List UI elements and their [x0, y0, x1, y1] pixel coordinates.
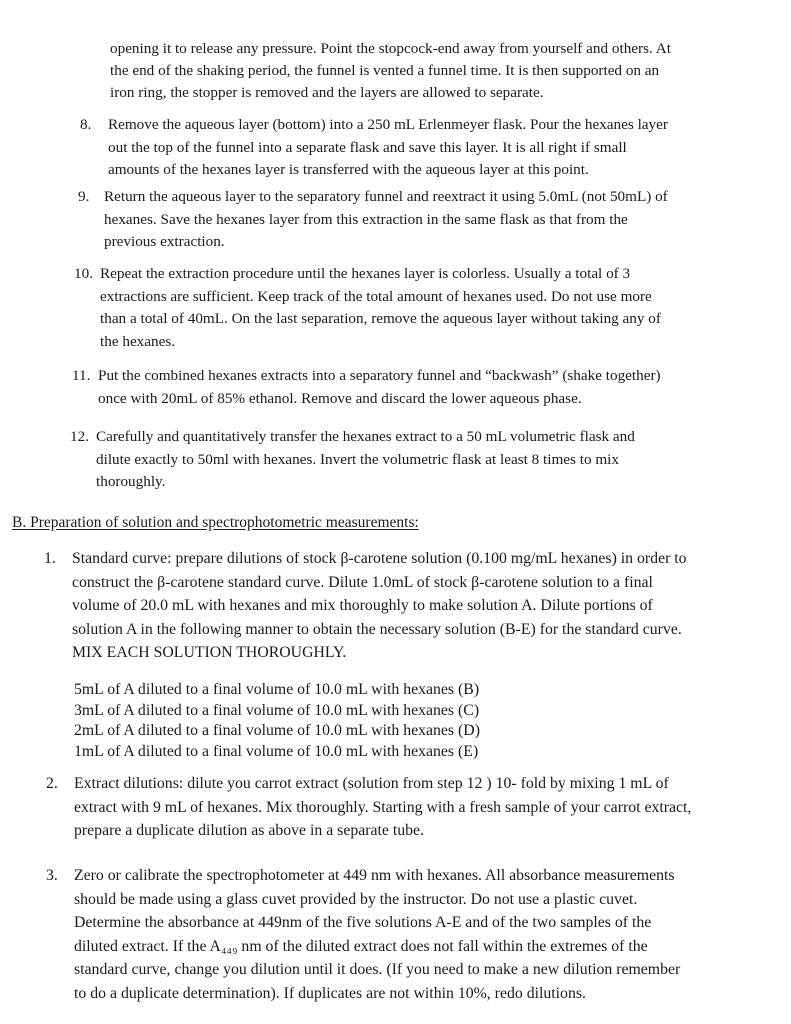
- text-line: thoroughly.: [96, 473, 166, 490]
- text-line: opening it to release any pressure. Point the stopcock-end away from yourself and others. At: [110, 40, 671, 57]
- text-line: amounts of the hexanes layer is transferred with the aqueous layer at this point.: [108, 161, 589, 178]
- step-text: [74, 772, 691, 843]
- continuation-paragraph: [110, 38, 671, 104]
- step-10: [74, 263, 754, 355]
- text-line: Remove the aqueous layer (bottom) into a 250 mL Erlenmeyer flask. Pour the hexanes layer: [108, 116, 668, 133]
- text-line: to do a duplicate determination). If duplicates are not within 10%, redo dilutions.: [74, 984, 586, 1002]
- text-line: out the top of the funnel into a separate flask and save this layer. It is all right if small: [108, 138, 627, 156]
- text-line: the hexanes.: [100, 332, 176, 350]
- dilution-line: 5mL of A diluted to a final volume of 10.0 mL with hexanes (B): [74, 681, 480, 698]
- text-line: Put the combined hexanes extracts into a separatory funnel and “backwash” (shake together): [98, 367, 661, 384]
- text-line: hexanes. Save the hexanes layer from this extraction in the same flask as that from the: [104, 210, 628, 228]
- step-number: 8.: [80, 116, 92, 133]
- text-line: prepare a duplicate dilution as above in a separate tube.: [74, 822, 425, 840]
- section-b-step-2: [46, 772, 781, 844]
- step-number: 1.: [44, 550, 56, 567]
- step-12: [70, 426, 760, 496]
- text-line: standard curve, change you dilution until it does. (If you need to make a new dilution remember: [74, 961, 681, 979]
- text-line: Return the aqueous layer to the separatory funnel and reextract it using 5.0mL (not 50mL) of: [104, 188, 668, 205]
- text-line: Standard curve: prepare dilutions of stock β-carotene solution (0.100 mg/mL hexanes) in order to: [72, 550, 687, 567]
- step-number: 3.: [46, 867, 58, 884]
- text-line: construct the β-carotene standard curve. Dilute 1.0mL of stock β-carotene solution to a final: [72, 573, 653, 591]
- section-heading: B. Preparation of solution and spectrophotometric measurements:: [12, 514, 419, 531]
- text-line: Determine the absorbance at 449nm of the five solutions A-E and of the two samples of the: [74, 914, 652, 932]
- text-line: volume of 20.0 mL with hexanes and mix thoroughly to make solution A. Dilute portions of: [72, 597, 653, 615]
- text-line: Repeat the extraction procedure until the hexanes layer is colorless. Usually a total of 3: [100, 265, 631, 282]
- step-text: [108, 114, 668, 182]
- dilution-line: 2mL of A diluted to a final volume of 10.0 mL with hexanes (D): [74, 722, 480, 739]
- text-line: MIX EACH SOLUTION THOROUGHLY.: [72, 644, 347, 662]
- text-line: previous extraction.: [104, 233, 225, 250]
- text-line: Zero or calibrate the spectrophotometer at 449 nm with hexanes. All absorbance measurements: [74, 867, 675, 884]
- section-b-step-1: [44, 547, 779, 667]
- step-9: [78, 186, 758, 256]
- text-line: Carefully and quantitatively transfer the hexanes extract to a 50 mL volumetric flask and: [96, 428, 635, 445]
- step-8: [80, 114, 760, 184]
- text-line: extractions are sufficient. Keep track of the total amount of hexanes used. Do not use more: [100, 287, 652, 305]
- step-text: [104, 186, 668, 254]
- dilution-line: 1mL of A diluted to a final volume of 10.0 mL with hexanes (E): [74, 742, 479, 760]
- step-11: [72, 365, 762, 411]
- step-text: [72, 547, 687, 665]
- step-text: [96, 426, 635, 494]
- step-text: [100, 263, 661, 353]
- section-b-step-3: [46, 864, 781, 1009]
- dilution-line: 3mL of A diluted to a final volume of 10.0 mL with hexanes (C): [74, 701, 480, 719]
- step-number: 11.: [72, 367, 91, 384]
- text-line: should be made using a glass cuvet provided by the instructor. Do not use a plastic cuvet.: [74, 890, 638, 908]
- step-number: 10.: [74, 265, 93, 282]
- text-line: once with 20mL of 85% ethanol. Remove and discard the lower aqueous phase.: [98, 389, 582, 407]
- step-number: 2.: [46, 775, 58, 792]
- text-line: extract with 9 mL of hexanes. Mix thoroughly. Starting with a fresh sample of your carrot extract,: [74, 798, 692, 816]
- text-line: diluted extract. If the A₄₄₉ nm of the diluted extract does not fall within the extremes of the: [74, 937, 648, 955]
- dilution-list: [74, 680, 480, 762]
- step-number: 12.: [70, 428, 89, 445]
- text-line: Extract dilutions: dilute you carrot extract (solution from step 12 ) 10- fold by mixing 1 mL of: [74, 775, 669, 792]
- step-text: [74, 864, 680, 1006]
- text-line: iron ring, the stopper is removed and the layers are allowed to separate.: [110, 84, 544, 101]
- step-number: 9.: [78, 188, 90, 205]
- text-line: than a total of 40mL. On the last separation, remove the aqueous layer without taking any of: [100, 310, 661, 327]
- step-text: [98, 365, 661, 410]
- text-line: the end of the shaking period, the funnel is vented a funnel time. It is then supported on an: [110, 62, 660, 79]
- text-line: dilute exactly to 50ml with hexanes. Invert the volumetric flask at least 8 times to mix: [96, 450, 619, 468]
- text-line: solution A in the following manner to obtain the necessary solution (B-E) for the standard curve.: [72, 620, 682, 638]
